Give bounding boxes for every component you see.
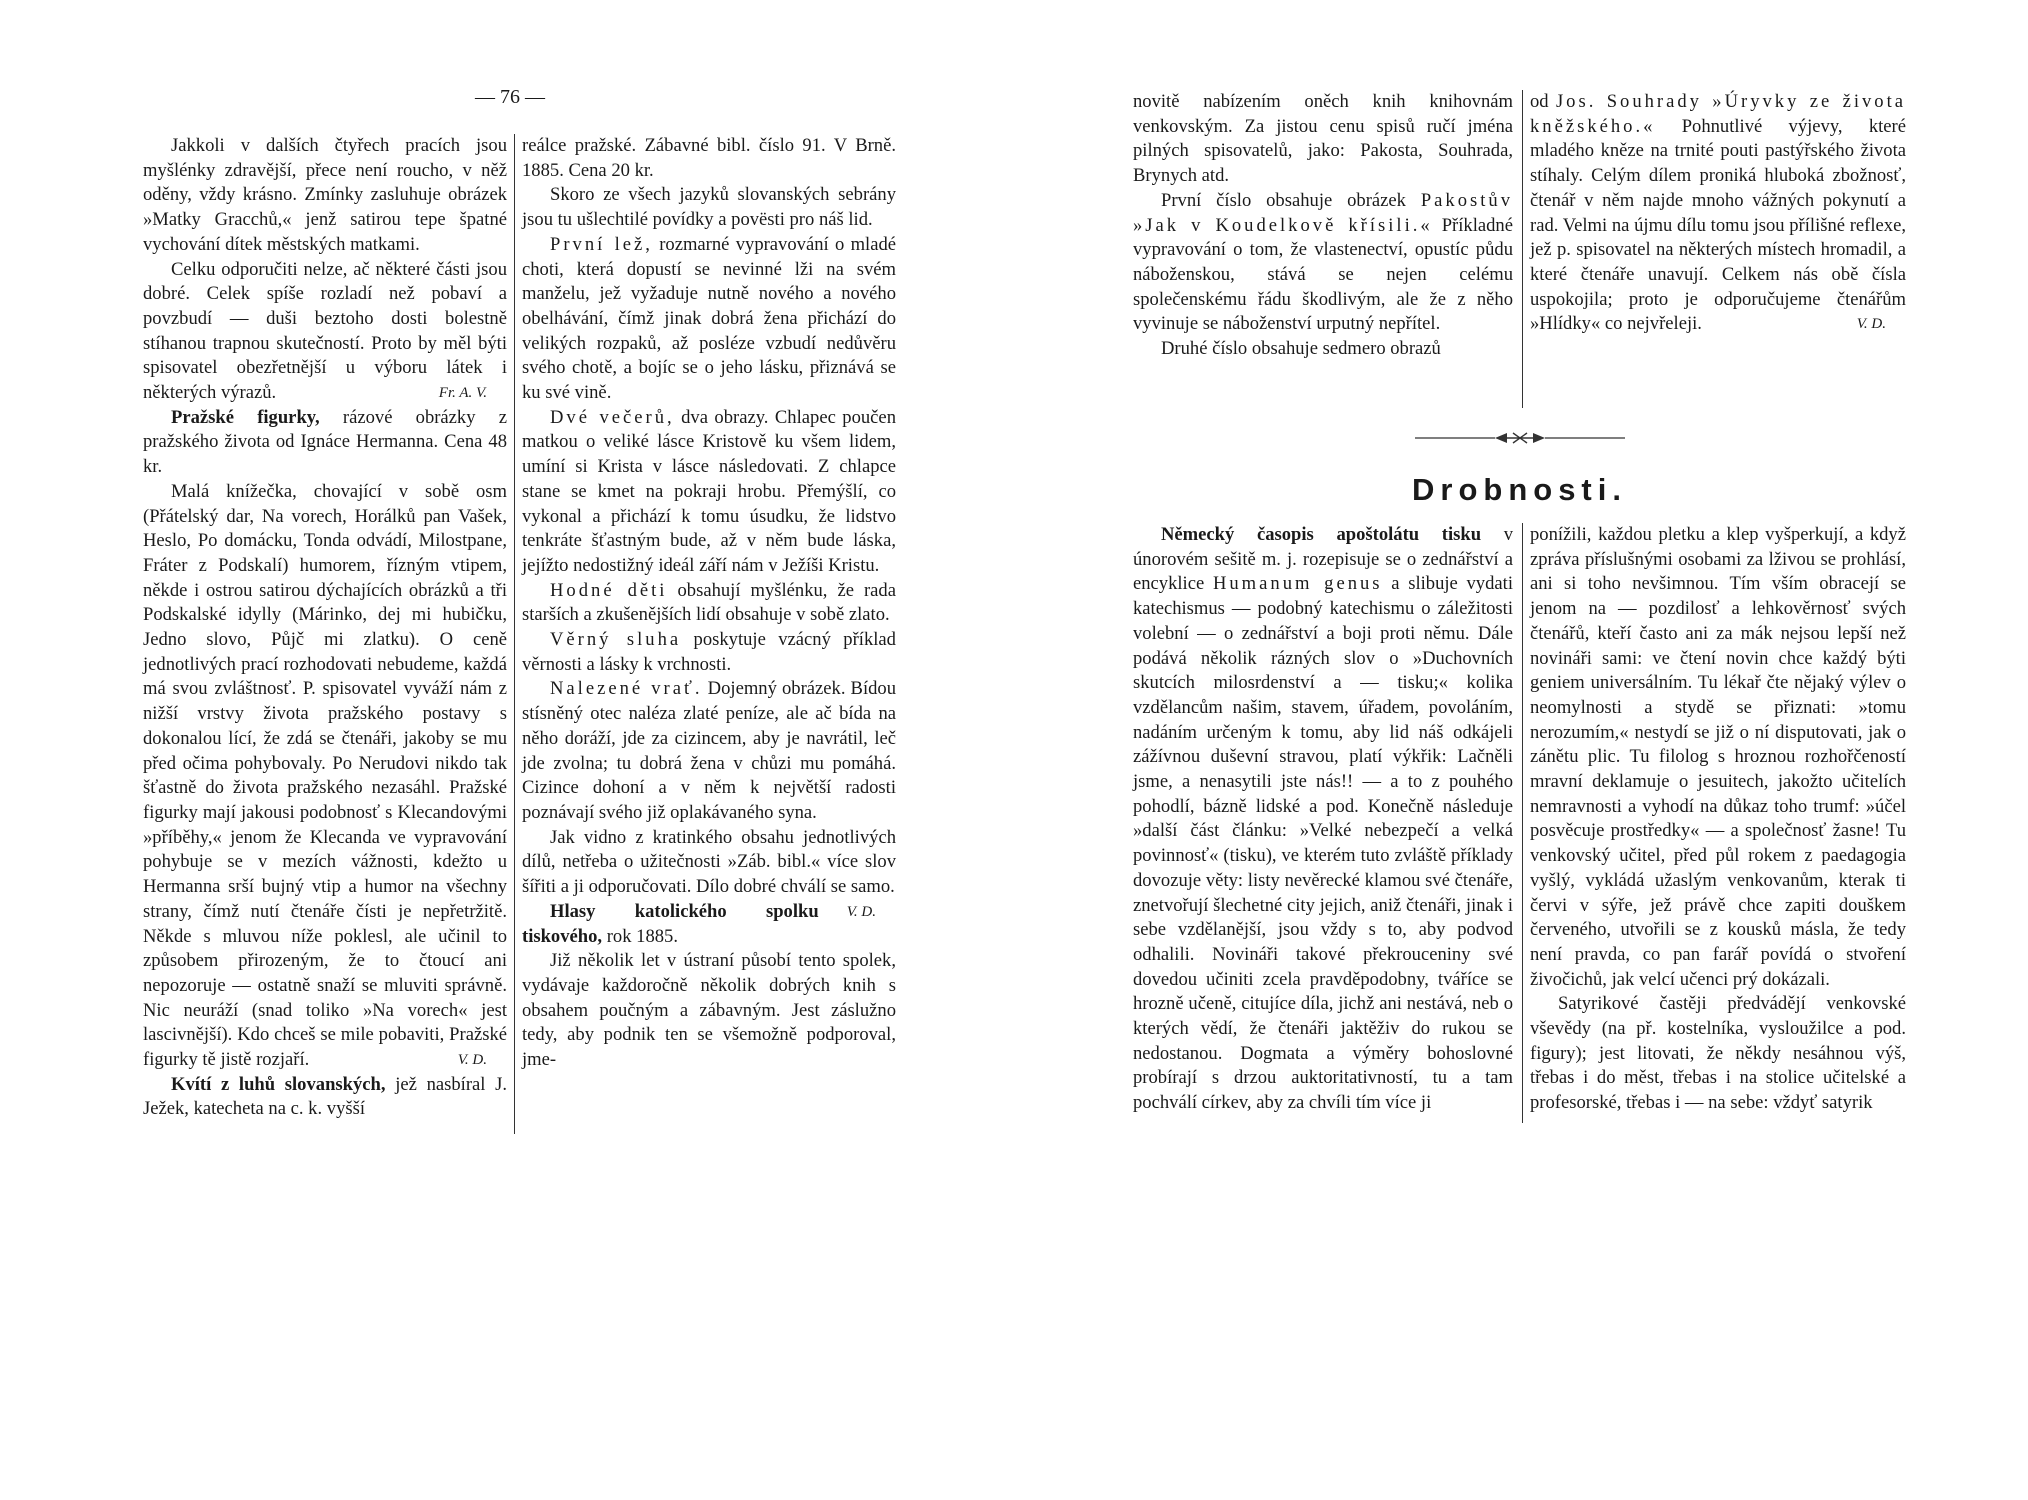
story-title: Nalezené vrať. — [550, 678, 703, 700]
story-title: Dvé večerů, — [550, 406, 675, 428]
story-title: Věrný sluha — [550, 629, 682, 651]
encyclical-title: Humanum genus — [1212, 573, 1383, 595]
paragraph — [143, 1073, 507, 1122]
story-title: Pakostův »Jak v Koudelkově křísili.« — [1133, 189, 1513, 236]
right-page-column-2-bottom — [1530, 523, 1906, 1116]
right-page-column-1-top — [1133, 90, 1513, 362]
paragraph-text: Příkladné vypravování o tom, že vlastenectví, opustíc půdu náboženskou, stává se nejen celému společenskému řádu škodlivým, ale že z něho vyvinuje se náboženství urputný nepřítel. — [1133, 214, 1513, 335]
paragraph-text: dva obrazy. Chlapec poučen matkou o veliké lásce Kristově ku všem lidem, umíní si Krista v lásce následovati. Z chlapce stane se kmet na pokraji hrobu. Přemýšlí, co vykonal a přichází k tomu úsudku, že lidstvo tenkráte šťastným bude, až v něm bude láska, jejížto nedostižný ideál září nám v Ježíši Kristu. — [522, 406, 896, 576]
page-number: — 76 — — [475, 86, 545, 108]
paragraph — [522, 826, 896, 920]
story-title: Hodné děti — [550, 579, 668, 601]
paragraph: reálce pražské. Zábavné bibl. číslo 91. V Brně. 1885. Cena 20 kr. — [522, 135, 896, 181]
story-title: Jos. Souhrady »Úryvky ze života kněžského.« — [1530, 91, 1906, 137]
right-page-column-2-top — [1530, 90, 1906, 337]
paragraph-text: Jak vidno z kratinkého obsahu jednotlivých dílů, netřeba o užitečnosti »Záb. bibl.« více slov šířiti a ji odporučovati. Dílo dobré chválí se samo. — [522, 826, 896, 898]
left-page-column-1 — [143, 134, 507, 1122]
signature: Fr. A. V. — [438, 385, 487, 402]
signature: V. D. — [1856, 316, 1886, 333]
column-rule — [1522, 523, 1523, 1123]
signature: V. D. — [457, 1052, 487, 1069]
paragraph — [143, 258, 507, 406]
right-page-column-1-bottom — [1133, 523, 1513, 1116]
paragraph: Druhé číslo obsahuje sedmero obrazů — [1161, 338, 1441, 360]
paragraph — [1133, 189, 1513, 337]
story-title: První lež, — [550, 233, 653, 255]
left-page-column-2 — [522, 134, 896, 1073]
paragraph — [522, 233, 896, 406]
ornament-divider-icon — [1415, 428, 1625, 448]
paragraph — [143, 480, 507, 1073]
review-title: Hlasy katolického spolku tiskového, — [522, 900, 819, 947]
section-title: Drobnosti. — [1412, 472, 1627, 507]
column-rule — [514, 134, 515, 1134]
paragraph-text: v únorovém sešitě m. j. rozepisuje se o zednářství a encyklice — [1133, 524, 1513, 595]
news-title: Německý časopis apoštolátu tisku — [1161, 524, 1482, 545]
paragraph-text: Dojemný obrázek. Bídou stísněný otec naléza zlaté peníze, ale ač bída na něho doráží, jde za cizincem, aby je navrátil, leč jde zvolna; tu dobrá žena v chůzi mu pomáhá. Cizince dohoní a v něm k největší radosti poznávají svého již oplakávaného syna. — [522, 678, 897, 823]
review-title: Pražské figurky, — [171, 406, 320, 428]
paragraph: novitě nabízením oněch knih knihovnám venkovským. Za jistou cenu spisů ručí jména pilných spisovatelů, jako: Pakosta, Souhrada, Brynych atd. — [1133, 91, 1513, 187]
paragraph: Jakkoli v dalších čtyřech pracích jsou myšlénky zdravější, přece není roucho, v něž oděny, vždy krásno. Zmínky zasluhuje obrázek »Matky Gracchů,« jenž satirou tepe špatné vychování dítek městských matkami. — [143, 135, 507, 255]
paragraph-text: První číslo obsahuje obrázek — [1161, 189, 1421, 211]
paragraph: Již několik let v ústraní působí tento spolek, vydávaje každoročně několik dobrých knih s obsahem poučným a zábavným. Jest záslužno tedy, aby podnik ten se všemožně podporoval, jme- — [522, 950, 896, 1071]
paragraph: Satyrikové častěji předvádějí venkovské vševědy (na př. kostelníka, vysloužilce a pod. figury); jest litovati, že někdy nesáhnou výš, třebas i do měst, třebas i na stolice učitelské a profesorské, třebas i — na sebe: vždyť satyrik — [1530, 993, 1906, 1114]
paragraph — [522, 579, 896, 628]
paragraph-text: rozmarné vypravování o mladé choti, která dopustí se nevinné lži na svém manželu, jež vyžaduje nutně nového a nového obelhávání, čímž jinak dobrá žena přichází do velikých rozpaků, až posléze vzbudí nedůvěru svého chotě, a bojíc se o jeho lásku, přiznává se ku své vině. — [522, 233, 896, 404]
paragraph — [1133, 523, 1513, 1116]
column-rule — [1522, 90, 1523, 408]
paragraph: ponížili, každou pletku a klep vyšperkují, a když zpráva příslušnými osobami za lživou se prohlásí, ani si toho nevšimnou. Tím vším obracejí se jenom na — pozdilosť a lehkověrnosť svých čtenářů, kteří často ani za mák nejsou lepší než novináři sami: ve čtení novin chce každý býti geniem universálním. Tu lékař čte nějaký výlev o neomylnosti a stydě se přiznati: »tomu nerozumím,« nestydí se již o ní disputovati, jak o zánětu plic. Tu filolog s hroznou rozhořčeností mravní deklamuje o jesuitech, jakožto učitelích nemravnosti a vyhodí na důkaz toho trumf: »účel posvěcuje prostředky« — a společnosť žasne! Tu venkovský učitel, před půl rokem z paedagogia vyšlý, vykládá užaslým venkovanům, kterak ti červi v sýře, jež právě chce zapiti douškem červeného, utvořili se z kousků másla, že tedy není pravda, co pan farář povídá o stvoření živočichů, jak velcí učenci prý dokázali. — [1530, 524, 1906, 990]
paragraph-text: Malá knížečka, chovající v sobě osm (Přátelský dar, Na vorech, Horálků pan Vašek, Heslo, Po domácku, Tonda odvádí, Milostpane, Fráter z Podskalí) humorem, řízným vtipem, někde i ostrou satirou dýchajících obrázků a tři Podskalské idylly (Márinko, dej mi hubičku, Jedno slovo, Půjč mi zlatku). O ceně jednotlivých prací rozhodovati nebudeme, každá má svou zvláštnosť. P. spisovatel vyváží nám z nižší vrstvy života pražského postavy s dokonalou lící, že zdá se čtenáři, jakoby se mu před očima pohybovaly. Po Nerudovi nikdo tak šťastně do života pražského nezasáhl. Pražské figurky mají jakousi podobnosť s Klecandovými »příběhy,« jenom že Klecanda ve vypravování pohybuje se v mezích vážnosti, kdežto u Hermanna srší bujný vtip a humor na všechny strany, čímž nutí čtenáře čísti je nepřetržitě. Někde s mluvou níže poklesl, ale učinil to způsobem přirozeným, že to čtoucí ani nepozoruje — ostatně snaží se mluviti správně. Nic neuráží (snad toliko »Na vorech« jest lascivnější). Kdo chceš se mile pobaviti, Pražské figurky tě jistě rozjaří. — [143, 480, 507, 1071]
paragraph-text: Pohnutlivé výjevy, které mladého kněze na trnité pouti pastýřského života stíhaly. Celým dílem proniká hluboká zbožnosť, čtenář v něm najde mnoho vážných pokynutí a rad. Velmi na újmu dílu tomu jsou přílišné reflexe, jež p. spisovatel na některých místech hromadil, a které čtenáře unavují. Celkem nás obě čísla uspokojila; proto je odporučujeme čtenářům »Hlídky« co nejvřeleji. — [1530, 115, 1906, 335]
paragraph-text: Celku odporučiti nelze, ač některé části jsou dobré. Celek spíše rozladí než pobaví a povzbudí — duši beztoho dosti bolestně stíhanou trapnou skutečností. Proto by měl býti spisovatel obezřetnější u výboru látek i některých výrazů. — [143, 258, 507, 404]
paragraph-text: a slibuje vydati katechismus — podobný katechismu o záležitosti volební — o zednářství a boji proti němu. Dále podává několik rázných slov o »Duchovních skutcích milosrdenství a — tisku;« kolika vzdělancům našim, stavem, úřadem, povoláním, nadáním určeným k tomu, aby lid náš odkájeli zážívnou duševní stravou, platí výkřik: Lačněli jsme, a nenasytili jste nás!! — a to z pouhého pohodlí, bázně lidské a pod. Konečně následuje »další část článku: »Velké nebezpečí a velká povinnosť« (tisku), ve kterém tuto zvláště příklady dovozuje věty: listy nevěrecké klamou své čtenáře, znetvořují šlechetné city jejich, aniž čtenáři, jinak i sebe vzdělanější, jsou vždy s to, aby podvod odhalili. Novináři takové překrouceniny své dovedou učiniti zcela pravděpodobny, tváříce se hrozně učeně, citujíce díla, jichž ani nestává, neb o kterých vědí, že čtenáři jaktěživ do rukou se nedostanou. Dogmata a výměry bohoslovné probírají s drzou auktoritativností, tu a tam pochválí církev, aby za chvíli tím více ji — [1133, 573, 1513, 1114]
paragraph — [1530, 90, 1906, 337]
review-title: Kvítí z luhů slovanských, — [171, 1073, 386, 1095]
paragraph — [143, 406, 507, 480]
paragraph — [522, 406, 896, 579]
paragraph-text: rázové obrázky z pražského života od Ignáce Hermanna. Cena 48 kr. — [143, 406, 507, 478]
paragraph-text: jež nasbíral J. Ježek, katecheta na c. k. vyšší — [143, 1073, 507, 1120]
paragraph-text: obsahují myšlénku, že rada starších a zkušenějších lidí obsahuje v sobě zlato. — [522, 579, 896, 626]
paragraph: Skoro ze všech jazyků slovanských sebrány jsou tu ušlechtilé povídky a povësti pro náš lid. — [522, 184, 896, 231]
paragraph-text: poskytuje vzácný příklad věrnosti a lásky k vrchnosti. — [522, 629, 896, 675]
paragraph — [522, 628, 896, 677]
paragraph — [522, 677, 896, 825]
signature: V. D. — [846, 903, 876, 920]
paragraph-text: rok 1885. — [602, 925, 678, 947]
paragraph-text: od — [1530, 91, 1556, 112]
